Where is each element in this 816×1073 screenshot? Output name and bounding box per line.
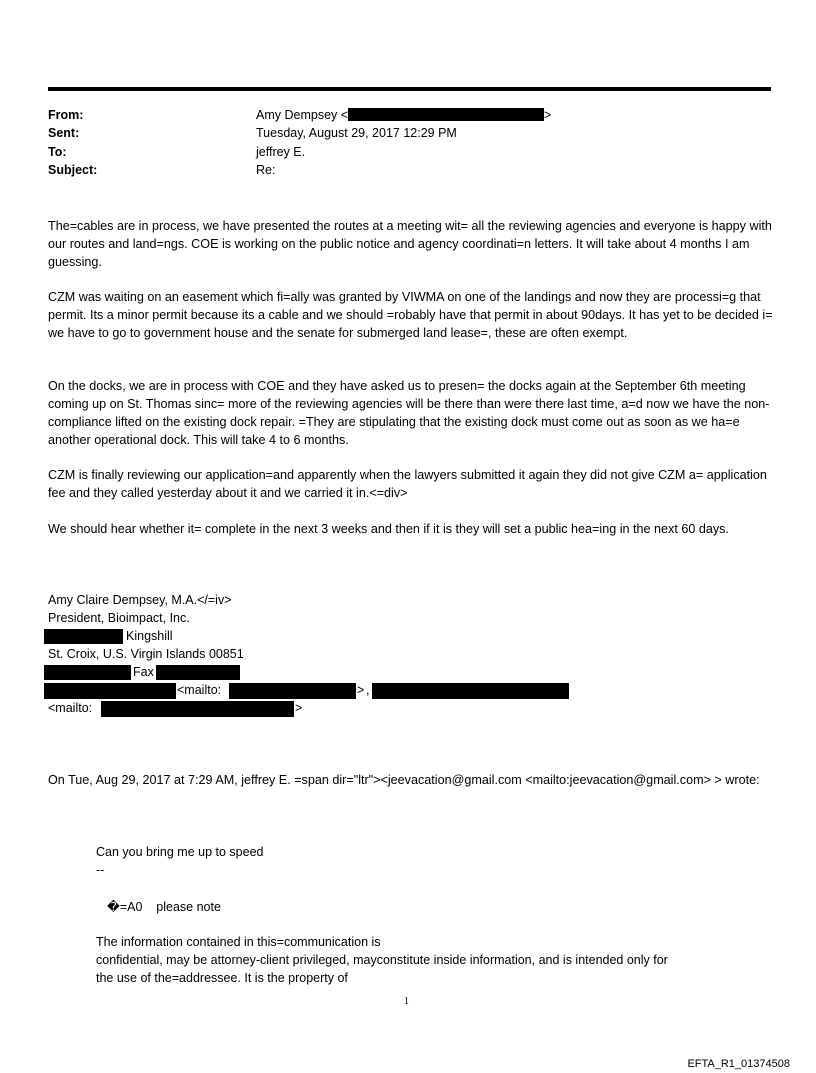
quote-line-4: The information contained in this=communication is (96, 935, 381, 949)
header-rule (48, 87, 771, 91)
redaction-bar (101, 701, 294, 717)
body-paragraph-2: CZM was waiting on an easement which fi=ally was granted by VIWMA on one of the landings and now they are processi=g that permit. Its a minor permit because its a cable and we should =robably have that permit in about 90days. It has yet to be decided i= we have to go to government house and the senate for submerged land lease=, these are often exempt. (48, 290, 773, 340)
quote-line-6: the use of the=addressee. It is the property of (96, 971, 348, 985)
redaction-bar (44, 629, 123, 644)
body-paragraph-1: The=cables are in process, we have presented the routes at a meeting wit= all the reviewing agencies and everyone is happy with our routes and land=ngs. COE is working on the public notice and agency coordinati=n letters. It will take about 4 months I am guessing. (48, 219, 772, 269)
signature-mailto-2-end: > (295, 701, 303, 715)
signature-title: President, Bioimpact, Inc. (48, 611, 190, 625)
body-paragraph-3: On the docks, we are in process with COE and they have asked us to presen= the docks again at the September 6th meeting coming up on St. Thomas sinc= more of the reviewing agencies will be there than were there last time, a=d now we have the non-compliance lifted on the existing dock repair. =They are stipulating that the existing dock must come out as soon as we ha=e another operational dock. This will take 4 to 6 months. (48, 379, 770, 447)
signature-address-1: Kingshill (126, 629, 173, 643)
redaction-bar (372, 683, 569, 699)
to-value: jeffrey E. (256, 145, 306, 159)
document-id: EFTA_R1_01374508 (687, 1058, 790, 1070)
quote-intro: On Tue, Aug 29, 2017 at 7:29 AM, jeffrey E. =span dir="ltr"><jeevacation@gmail.com <mailto:jeevacation@gmail.com> > wrote: (48, 773, 760, 787)
signature-comma: , (366, 683, 370, 697)
sent-label: Sent: (48, 126, 80, 140)
subject-value: Re: (256, 163, 276, 177)
to-label: To: (48, 145, 67, 159)
redaction-bar (44, 665, 131, 680)
redaction-bar (44, 683, 176, 699)
page-number: 1 (404, 996, 409, 1007)
signature-mailto-2: <mailto: (48, 701, 93, 715)
signature-mailto-1-end: > (357, 683, 365, 697)
from-value (256, 108, 551, 122)
redaction-bar (156, 665, 240, 680)
redaction-bar (229, 683, 356, 699)
subject-label: Subject: (48, 163, 98, 177)
signature-name: Amy Claire Dempsey, M.A.</=iv> (48, 593, 232, 607)
sent-value: Tuesday, August 29, 2017 12:29 PM (256, 126, 457, 140)
quote-line-1: Can you bring me up to speed (96, 845, 264, 859)
signature-mailto-1: <mailto: (177, 683, 222, 697)
quote-line-2: -- (96, 863, 105, 877)
redaction-bar (348, 108, 544, 121)
body-paragraph-4: CZM is finally reviewing our application=and apparently when the lawyers submitted it again they did not give CZM a= application fee and they called yesterday about it and we carried it in.<=div> (48, 468, 767, 500)
quote-line-5: confidential, may be attorney-client privileged, mayconstitute inside information, and is intended only for (96, 953, 668, 967)
from-bracket: > (544, 108, 552, 122)
signature-fax-label: Fax (133, 665, 154, 679)
signature-address-2: St. Croix, U.S. Virgin Islands 00851 (48, 647, 244, 661)
from-label: From: (48, 108, 84, 122)
quote-line-3: �=A0 please note (107, 900, 221, 914)
body-paragraph-5: We should hear whether it= complete in the next 3 weeks and then if it is they will set a public hea=ing in the next 60 days. (48, 522, 729, 536)
from-name: Amy Dempsey < (256, 108, 349, 122)
